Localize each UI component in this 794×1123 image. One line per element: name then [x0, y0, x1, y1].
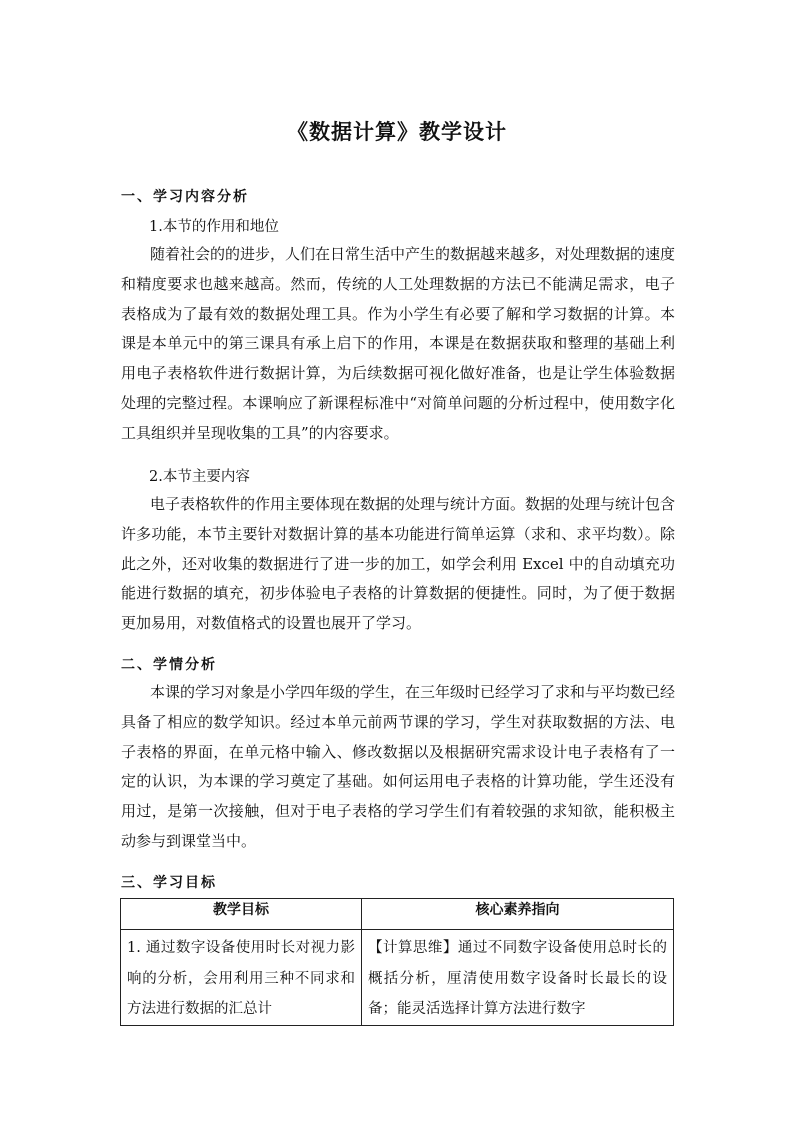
subheading-main-content: 2.本节主要内容	[149, 469, 250, 485]
table-cell-goal: 1. 通过数字设备使用时长对视力影响的分析，会用利用三种不同求和方法进行数据的汇总计	[121, 930, 362, 1026]
table-header-teaching-goal: 教学目标	[121, 899, 362, 930]
table-row	[121, 930, 674, 1026]
objectives-table	[120, 898, 674, 1026]
table-cell-literacy: 【计算思维】通过不同数字设备使用总时长的概括分析，厘清使用数字设备时长最长的设备；能灵活选择计算方法进行数字	[362, 930, 674, 1026]
page-title: 《数据计算》教学设计	[287, 120, 507, 144]
paragraph-learner-analysis: 本课的学习对象是小学四年级的学生，在三年级时已经学习了求和与平均数已经具备了相应的数学知识。经过本单元前两节课的学习，学生对获取数据的方法、电子表格的界面，在单元格中输入、修改数据以及根据研究需求设计电子表格有了一定的认识，为本课的学习奠定了基础。如何运用电子表格的计算功能，学生还没有用过，是第一次接触，但对于电子表格的学习学生们有着较强的求知欲，能积极主动参与到课堂当中。	[121, 683, 676, 850]
section-heading-content-analysis: 一、学习内容分析	[121, 189, 249, 205]
table-header-row	[121, 899, 674, 930]
section-heading-learning-objectives: 三、学习目标	[121, 875, 217, 891]
section-heading-learner-analysis: 二、学情分析	[121, 657, 217, 673]
paragraph-role-and-position: 随着社会的的进步，人们在日常生活中产生的数据越来越多，对处理数据的速度和精度要求也越来越高。然而，传统的人工处理数据的方法已不能满足需求，电子表格成为了最有效的数据处理工具。作为小学生有必要了解和学习数据的计算。本课是本单元中的第三课具有承上启下的作用，本课是在数据获取和整理的基础上利用电子表格软件进行数据计算，为后续数据可视化做好准备，也是让学生体验数据处理的完整过程。本课响应了新课程标准中“对简单问题的分析过程中，使用数字化工具组织并呈现收集的工具”的内容要求。	[121, 245, 676, 442]
subheading-role-and-position: 1.本节的作用和地位	[149, 219, 279, 235]
table-header-core-literacy: 核心素养指向	[362, 899, 674, 930]
paragraph-main-content: 电子表格软件的作用主要体现在数据的处理与统计方面。数据的处理与统计包含许多功能，本节主要针对数据计算的基本功能进行简单运算（求和、求平均数）。除此之外，还对收集的数据进行了进一步的加工，如学会利用 Excel 中的自动填充功能进行数据的填充，初步体验电子表格的计算数据的便捷性。同时，为了便于数据更加易用，对数值格式的设置也展开了学习。	[121, 495, 676, 633]
